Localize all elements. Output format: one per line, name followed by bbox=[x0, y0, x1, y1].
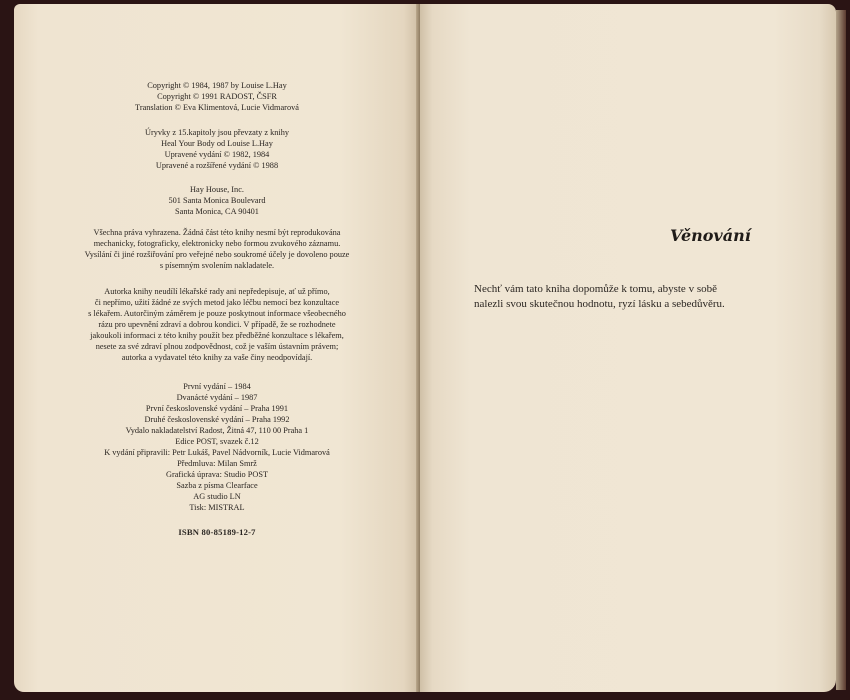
rights-line: mechanicky, fotograficky, elektronicky nebo formou zvukového záznamu. bbox=[93, 239, 341, 248]
copyright-line: Copyright © 1991 RADOST, ČSFR bbox=[157, 92, 277, 101]
edition-line: Edice POST, svazek č.12 bbox=[175, 437, 259, 446]
copyright-line: Translation © Eva Klimentová, Lucie Vidmarová bbox=[135, 103, 299, 112]
left-page bbox=[14, 4, 420, 692]
excerpts-line: Upravené vydání © 1982, 1984 bbox=[164, 150, 270, 159]
edition-line: První vydání – 1984 bbox=[183, 382, 251, 391]
isbn: ISBN 80-85189-12-7 bbox=[178, 527, 256, 537]
rights-line: Vysílání či jiné rozšiřování pro veřejné nebo soukromé účely je dovoleno pouze bbox=[84, 250, 350, 259]
disclaimer-line: Autorka knihy neudílí lékařské rady ani nepředepisuje, ať už přímo, bbox=[104, 287, 330, 296]
excerpts-line: Úryvky z 15.kapitoly jsou převzaty z knihy bbox=[144, 128, 289, 137]
disclaimer-line: jakoukoli informaci z této knihy použít bez předběžné konzultace s lékařem, bbox=[90, 331, 344, 340]
excerpts-line: Heal Your Body od Louise L.Hay bbox=[161, 139, 273, 148]
copyright-line: Copyright © 1984, 1987 by Louise L.Hay bbox=[147, 81, 287, 90]
disclaimer-line: s lékařem. Autorčiným záměrem je pouze poskytnout informace všeobecného bbox=[88, 309, 346, 318]
rights-line: Všechna práva vyhrazena. Žádná část této knihy nesmí být reprodukována bbox=[93, 228, 341, 237]
edition-line: Tisk: MISTRAL bbox=[189, 503, 245, 512]
publisher-line: Santa Monica, CA 90401 bbox=[175, 207, 259, 216]
disclaimer-line: či nepřímo, užití žádné ze svých metod jako léčbu nemocí bez konzultace bbox=[94, 298, 340, 307]
edition-line: Druhé československé vydání – Praha 1992 bbox=[144, 415, 290, 424]
publisher-address bbox=[14, 184, 420, 217]
disclaimer-line: autorka a vydavatel této knihy za vaše činy neodpovídají. bbox=[121, 353, 313, 362]
excerpts-block bbox=[14, 127, 420, 171]
editions-block bbox=[14, 381, 420, 513]
right-page bbox=[420, 4, 836, 692]
dedication-line: Nechť vám tato kniha dopomůže k tomu, abyste v sobě bbox=[474, 283, 717, 295]
disclaimer-line: rázu pro upevnění zdraví a dobrou kondici. V případě, že se rozhodnete bbox=[98, 320, 336, 329]
dedication-title: Věnování bbox=[670, 226, 751, 245]
copyright-block bbox=[14, 80, 420, 113]
excerpts-line: Upravené a rozšířené vydání © 1988 bbox=[155, 161, 279, 170]
dedication-line: nalezli svou skutečnou hodnotu, ryzí lásku a sebedůvěru. bbox=[474, 298, 725, 310]
page-edge bbox=[836, 10, 846, 690]
edition-line: AG studio LN bbox=[193, 492, 241, 501]
dedication-text bbox=[474, 282, 794, 312]
edition-line: Vydalo nakladatelství Radost, Žitná 47, 110 00 Praha 1 bbox=[125, 426, 309, 435]
edition-line: K vydání připravili: Petr Lukáš, Pavel Nádvorník, Lucie Vidmarová bbox=[104, 448, 330, 457]
rights-line: s písemným svolením nakladatele. bbox=[159, 261, 275, 270]
rights-block bbox=[14, 227, 420, 271]
disclaimer-line: nesete za své zdraví plnou zodpovědnost, což je vaším ústavním právem; bbox=[95, 342, 339, 351]
edition-line: Sazba z písma Clearface bbox=[176, 481, 258, 490]
edition-line: Grafická úprava: Studio POST bbox=[165, 470, 269, 479]
edition-line: Předmluva: Milan Smrž bbox=[177, 459, 257, 468]
edition-line: Dvanácté vydání – 1987 bbox=[176, 393, 258, 402]
publisher-line: 501 Santa Monica Boulevard bbox=[168, 196, 266, 205]
publisher-line: Hay House, Inc. bbox=[190, 185, 244, 194]
edition-line: První československé vydání – Praha 1991 bbox=[145, 404, 289, 413]
disclaimer-block bbox=[14, 286, 420, 363]
